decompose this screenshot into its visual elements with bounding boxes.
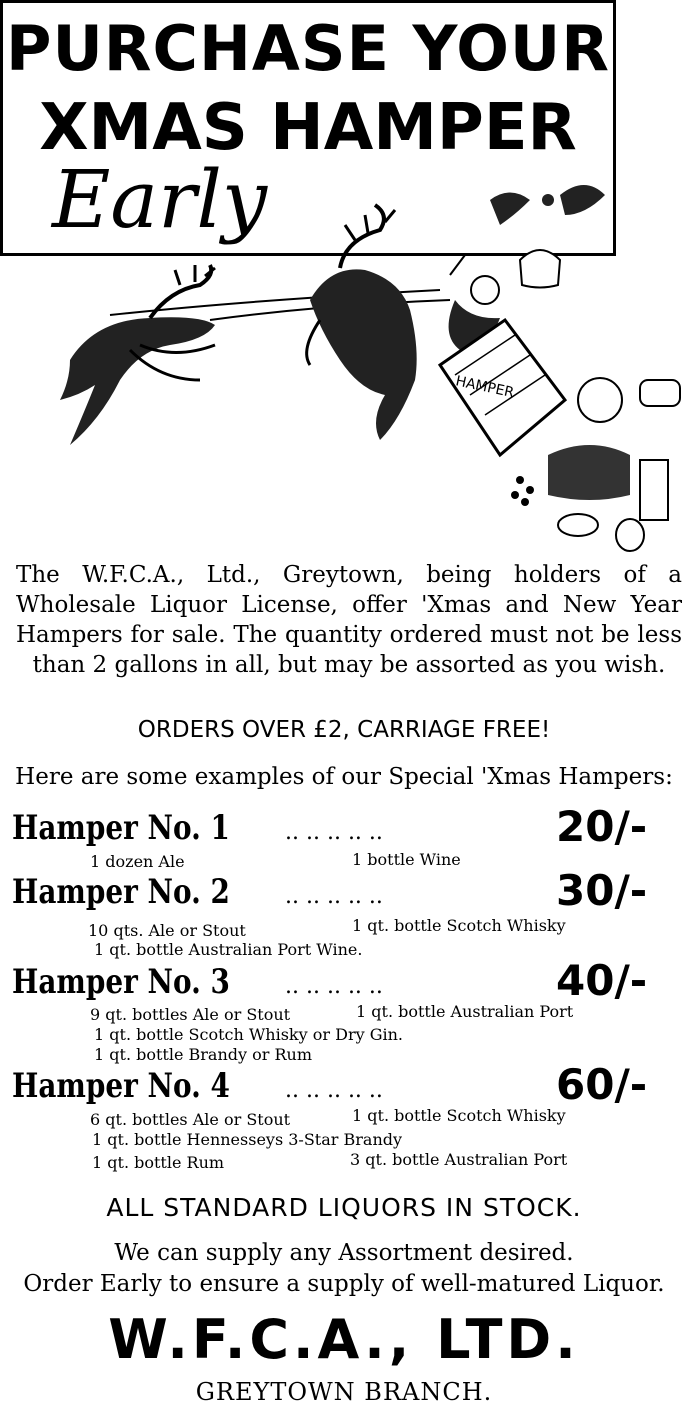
hamper-2-title: Hamper No. 2 [12, 872, 230, 912]
hamper-3-dots: .. .. .. .. .. [285, 974, 383, 999]
orders-notice: ORDERS OVER £2, CARRIAGE FREE! [137, 717, 551, 743]
crate-label: HAMPER [454, 373, 516, 402]
hamper-3-title: Hamper No. 3 [12, 962, 230, 1002]
hamper-4-item: 1 qt. bottle Hennesseys 3-Star Brandy [92, 1130, 403, 1149]
hamper-3-item: 9 qt. bottles Ale or Stout [90, 1005, 291, 1024]
headline-line1: PURCHASE YOUR [6, 12, 610, 85]
assortment-line2: Order Early to ensure a supply of well-matured Liquor. [23, 1271, 665, 1297]
hamper-2-dots: .. .. .. .. .. [285, 884, 383, 909]
reindeer-right-icon [307, 205, 417, 440]
hamper-4-dots: .. .. .. .. .. [285, 1078, 383, 1103]
intro-paragraph: The W.F.C.A., Ltd., Greytown, being holders of a Wholesale Liquor License, offer 'Xmas and New Year Hampers for sale. The quantity ordered must not be less than 2 gallons in all, but may be assorted as you wish. [16, 562, 682, 678]
hamper-4-item: 6 qt. bottles Ale or Stout [90, 1110, 291, 1129]
hamper-4-title: Hamper No. 4 [12, 1066, 230, 1106]
hamper-4-item: 1 qt. bottle Scotch Whisky [352, 1106, 566, 1125]
hamper-1-dots: .. .. .. .. .. [285, 820, 383, 845]
stock-notice: ALL STANDARD LIQUORS IN STOCK. [106, 1193, 582, 1222]
hamper-3-item: 1 qt. bottle Scotch Whisky or Dry Gin. [94, 1025, 404, 1044]
hamper-3-price: 40/- [556, 956, 648, 1005]
hamper-2-item: 1 qt. bottle Scotch Whisky [352, 916, 566, 935]
hamper-1-item: 1 dozen Ale [90, 852, 185, 871]
hamper-4-item: 1 qt. bottle Rum [92, 1153, 225, 1172]
company-name: W.F.C.A., LTD. [108, 1308, 580, 1371]
examples-heading: Here are some examples of our Special 'Xmas Hampers: [15, 764, 673, 790]
headline-early: Early [52, 153, 268, 246]
reindeer-left-icon [60, 265, 215, 445]
hamper-2-item: 10 qts. Ale or Stout [88, 921, 246, 940]
hamper-1-item: 1 bottle Wine [352, 850, 461, 869]
hamper-2-item: 1 qt. bottle Australian Port Wine. [94, 940, 363, 959]
hamper-4-price: 60/- [556, 1060, 648, 1109]
holly-icon [490, 185, 605, 225]
bell-icon [520, 250, 560, 288]
hamper-1-title: Hamper No. 1 [12, 808, 230, 848]
hamper-3-item: 1 qt. bottle Australian Port [356, 1002, 574, 1021]
assortment-line1: We can supply any Assortment desired. [114, 1240, 574, 1266]
branch-name: GREYTOWN BRANCH. [195, 1378, 493, 1406]
hamper-3-item: 1 qt. bottle Brandy or Rum [94, 1045, 313, 1064]
hamper-2-price: 30/- [556, 866, 648, 915]
hamper-4-item: 3 qt. bottle Australian Port [350, 1150, 568, 1169]
headline-line2: XMAS HAMPER [39, 91, 577, 165]
santa-sleigh-illustration [0, 180, 688, 560]
hamper-1-price: 20/- [556, 802, 648, 851]
assortment-text [0, 1238, 688, 1300]
